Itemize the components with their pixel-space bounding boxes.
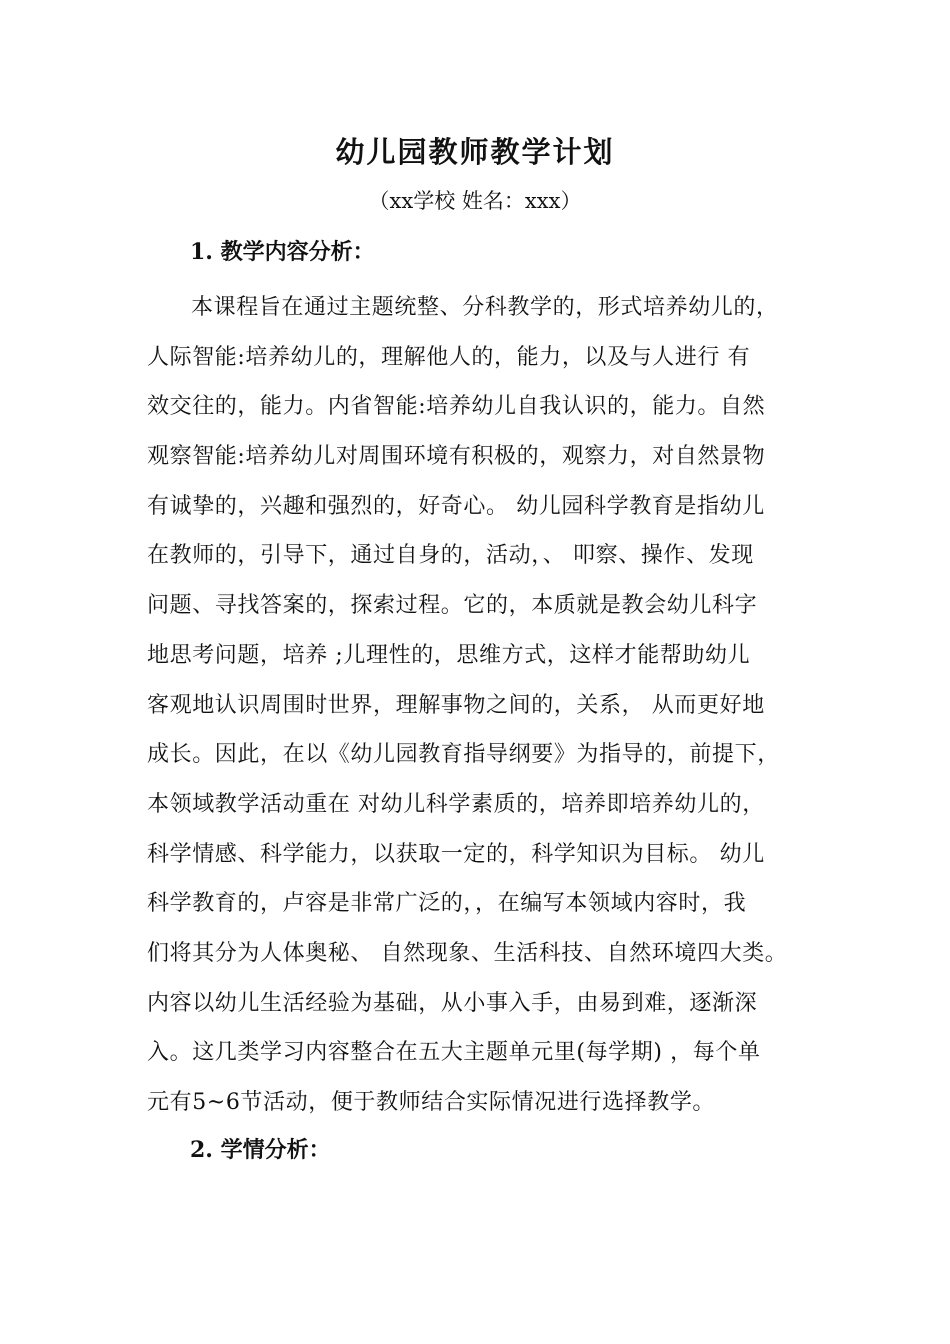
paragraph-line: 客观地认识周围时世界，理解事物之间的，关系， 从而更好地 (147, 692, 765, 718)
paragraph-line: 科学情感、科学能力，以获取一定的，科学知识为目标。 幼儿 (147, 841, 765, 867)
paragraph-line: 本课程旨在通过主题统整、分科教学的，形式培养幼儿的， (191, 295, 779, 320)
paragraph-line: 效交往的，能力。内省智能:培养幼儿自我认识的，能力。自然 (147, 394, 766, 420)
paragraph-line: 地思考问题，培养 ;儿理性的，思维方式，这样才能帮助幼儿 (147, 642, 751, 668)
paragraph-line: 们将其分为人体奥秘、 自然现象、生活科技、自然环境四大类。 (147, 940, 788, 966)
paragraph-line: 本领域教学活动重在 对幼儿科学素质的，培养即培养幼儿的， (147, 791, 765, 817)
paragraph-line: 有诚挚的，兴趣和强烈的，好奇心。 幼儿园科学教育是指幼儿 (147, 493, 765, 519)
paragraph-line: 观察智能:培养幼儿对周围环境有积极的，观察力，对自然景物 (147, 444, 766, 470)
paragraph-line: 人际智能:培养幼儿的，理解他人的，能力，以及与人进行 有 (147, 344, 751, 370)
section-body-content-analysis (147, 283, 837, 1128)
paragraph-line: 内容以幼儿生活经验为基础，从小事入手，由易到难，逐渐深 (147, 990, 758, 1016)
paragraph-line: 元有5~6节活动，便于教师结合实际情况进行选择教学。 (147, 1090, 716, 1115)
paragraph-line: 入。这几类学习内容整合在五大主题单元里(每学期) ，每个单 (147, 1040, 761, 1066)
section-heading-content-analysis: 1. 教学内容分析： (190, 239, 375, 265)
paragraph-line: 成长。因此，在以《幼儿园教育指导纲要》为指导的，前提下， (147, 742, 780, 768)
document-subtitle: （xx学校 姓名：xxx） (368, 189, 582, 213)
paragraph-line: 科学教育的，卢容是非常广泛的，，在编写本领域内容时，我 (147, 891, 747, 917)
section-heading-learner-analysis: 2. 学情分析： (190, 1137, 331, 1163)
paragraph-line: 在教师的，引导下，通过自身的，活动，、 叩察、操作、发现 (147, 543, 754, 569)
paragraph-line: 问题、寻找答案的，探索过程。它的，本质就是教会幼儿科字 (147, 593, 758, 619)
document-title: 幼儿园教师教学计划 (335, 135, 615, 169)
